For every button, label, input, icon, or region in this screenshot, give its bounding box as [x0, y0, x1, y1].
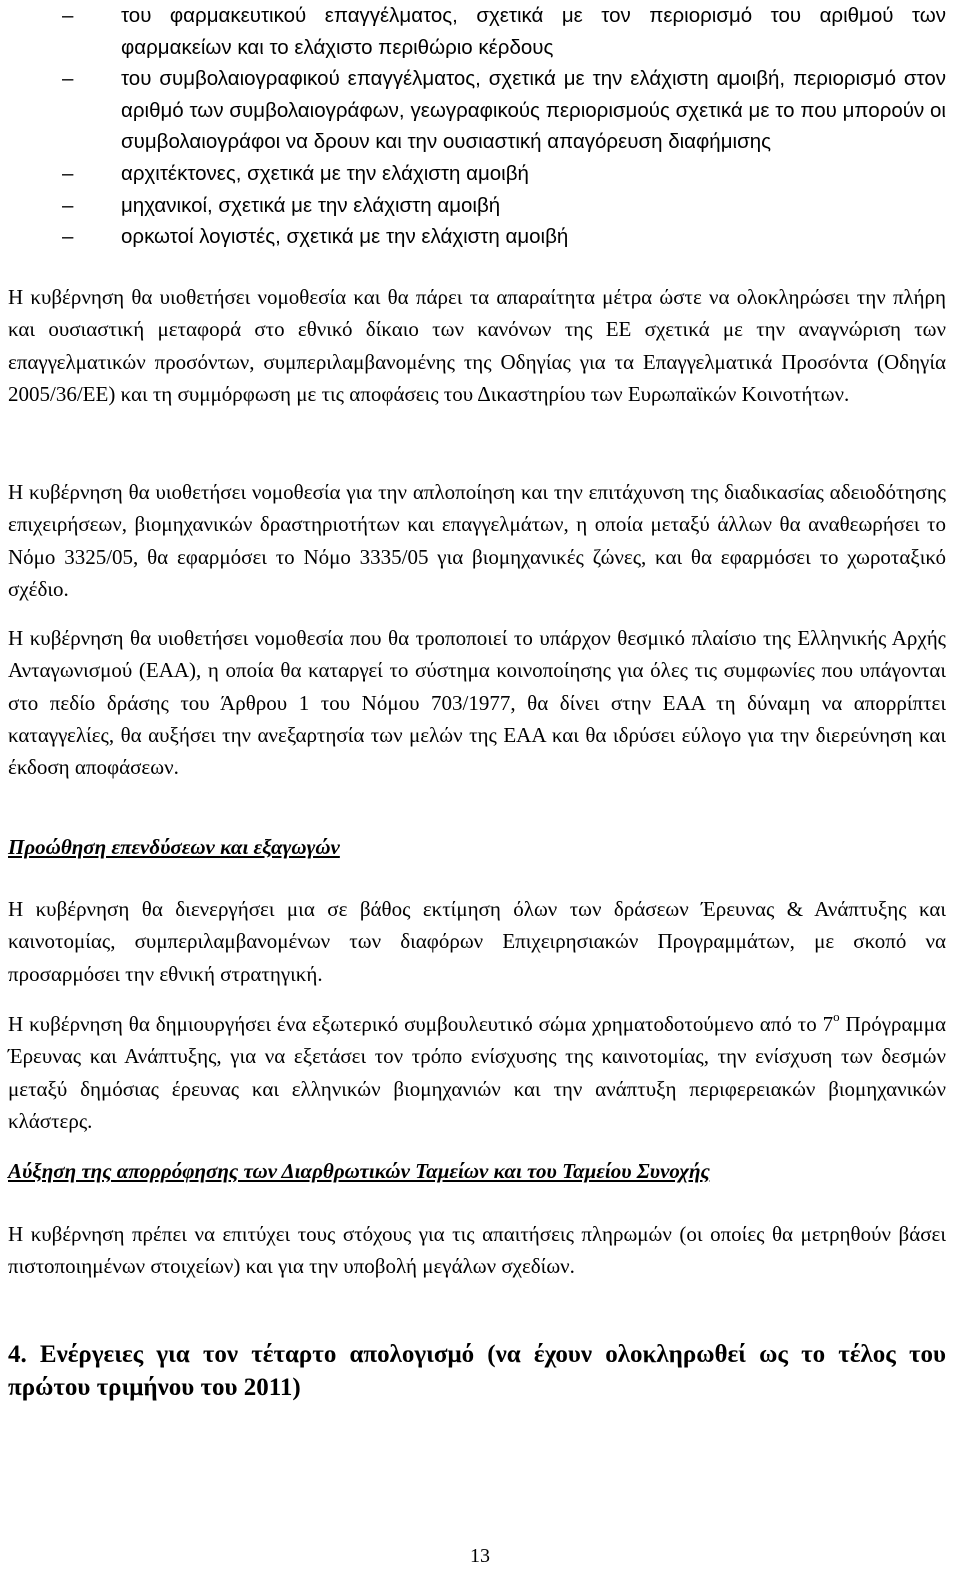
bullet-text: του συμβολαιογραφικού επαγγέλματος, σχετικά με την ελάχιστη αμοιβή, περιορισμό στον αριθμό των συμβολαιογράφων, γεωγραφικούς περιορισμούς σχετικά με το που μπορούν οι συμβολαιογράφοι να δρουν και την ουσιαστική απαγόρευση διαφήμισης [121, 67, 946, 154]
paragraph-text: Πρόγραμμα Έρευνας και Ανάπτυξης, για να εξετάσει τον τρόπο ενίσχυσης της καινοτομίας, την ενίσχυση των δεσμών μεταξύ δημόσιας έρευνας και ελληνικών βιομηχανιών και την ανάπτυξη περιφερειακών βιομηχανικών κλάστερς. [8, 1012, 946, 1133]
bullet-dash: – [62, 193, 74, 217]
section-title: 4. Ενέργειες για τον τέταρτο απολογισμό (να έχουν ολοκληρωθεί ως το τέλος του πρώτου τριμήνου του 2011) [8, 1341, 946, 1401]
bullet-item [0, 158, 960, 190]
paragraph-licensing: Η κυβέρνηση θα υιοθετήσει νομοθεσία για την απλοποίηση και την επιτάχυνση της διαδικασίας αδειοδότησης επιχειρήσεων, βιομηχανικών δραστηριοτήτων και επαγγελμάτων, η οποία μεταξύ άλλων θα αναθεωρήσει το Νόμο 3325/05, θα εφαρμόσει το Νόμο 3335/05 για βιομηχανικές ζώνες, και θα εφαρμόσει το χωροταξικό σχέδιο. [8, 480, 946, 601]
bullet-text: αρχιτέκτονες, σχετικά με την ελάχιστη αμοιβή [121, 161, 529, 185]
bullet-item [0, 221, 960, 253]
bullet-dash: – [62, 67, 74, 91]
ordinal-superscript: ο [833, 1009, 840, 1024]
paragraph-research-assessment: Η κυβέρνηση θα διενεργήσει μια σε βάθος εκτίμηση όλων των δράσεων Έρευνας & Ανάπτυξης και καινοτομίας, συμπεριλαμβανομένων των διαφόρων Επιχειρησιακών Προγραμμάτων, με σκοπό να προσαρμόσει την εθνική στρατηγική. [8, 897, 946, 986]
paragraph-advisory-body [8, 1008, 946, 1137]
paragraph-payment-targets: Η κυβέρνηση πρέπει να επιτύχει τους στόχους για τις απαιτήσεις πληρωμών (οι οποίες θα μετρηθούν βάσει πιστοποιημένων στοιχείων) και για την υποβολή μεγάλων σχεδίων. [8, 1222, 946, 1279]
bullet-item [0, 0, 960, 63]
bullet-item [0, 63, 960, 158]
bullet-dash: – [62, 225, 74, 249]
subheading-investment: Προώθηση επενδύσεων και εξαγωγών [8, 835, 340, 859]
bullet-text: μηχανικοί, σχετικά με την ελάχιστη αμοιβή [121, 193, 501, 217]
bullet-dash: – [62, 161, 74, 185]
bullet-text: ορκωτοί λογιστές, σχετικά με την ελάχιστη αμοιβή [121, 225, 569, 249]
bullet-item [0, 190, 960, 222]
bullet-list [0, 0, 960, 253]
bullet-dash: – [62, 4, 74, 27]
paragraph-professional-qualifications: Η κυβέρνηση θα υιοθετήσει νομοθεσία και θα πάρει τα απαραίτητα μέτρα ώστε να ολοκληρώσει την πλήρη και ουσιαστική μεταφορά στο εθνικό δίκαιο των κανόνων της ΕΕ σχετικά με την αναγνώριση των επαγγελματικών προσόντων, συμπεριλαμβανομένης της Οδηγίας για τα Επαγγελματικά Προσόντα (Οδηγία 2005/36/ΕΕ) και τη συμμόρφωση με τις αποφάσεις του Δικαστηρίου των Ευρωπαϊκών Κοινοτήτων. [8, 285, 946, 406]
page-number: 13 [470, 1545, 490, 1567]
paragraph-text: Η κυβέρνηση θα δημιουργήσει ένα εξωτερικό συμβουλευτικό σώμα χρηματοδοτούμενο από το 7 [8, 1012, 834, 1036]
bullet-text: του φαρμακευτικού επαγγέλματος, σχετικά με τον περιορισμό του αριθμού των φαρμακείων και το ελάχιστο περιθώριο κέρδους [121, 4, 946, 59]
paragraph-competition-authority: Η κυβέρνηση θα υιοθετήσει νομοθεσία που θα τροποποιεί το υπάρχον θεσμικό πλαίσιο της Ελληνικής Αρχής Ανταγωνισμού (ΕΑΑ), η οποία θα καταργεί το σύστημα κοινοποίησης για όλες τις συμφωνίες που υπάγονται στο πεδίο δράσης του Άρθρου 1 του Νόμου 703/1977, θα δίνει στην ΕΑΑ τη δύναμη να απορρίπτει καταγγελίες, θα αυξήσει την ανεξαρτησία των μελών της ΕΑΑ και θα ιδρύσει εύλογο για την διερεύνηση και έκδοση αποφάσεων. [8, 626, 946, 780]
subheading-structural-funds: Αύξηση της απορρόφησης των Διαρθρωτικών Ταμείων και του Ταμείου Συνοχής [8, 1159, 710, 1183]
